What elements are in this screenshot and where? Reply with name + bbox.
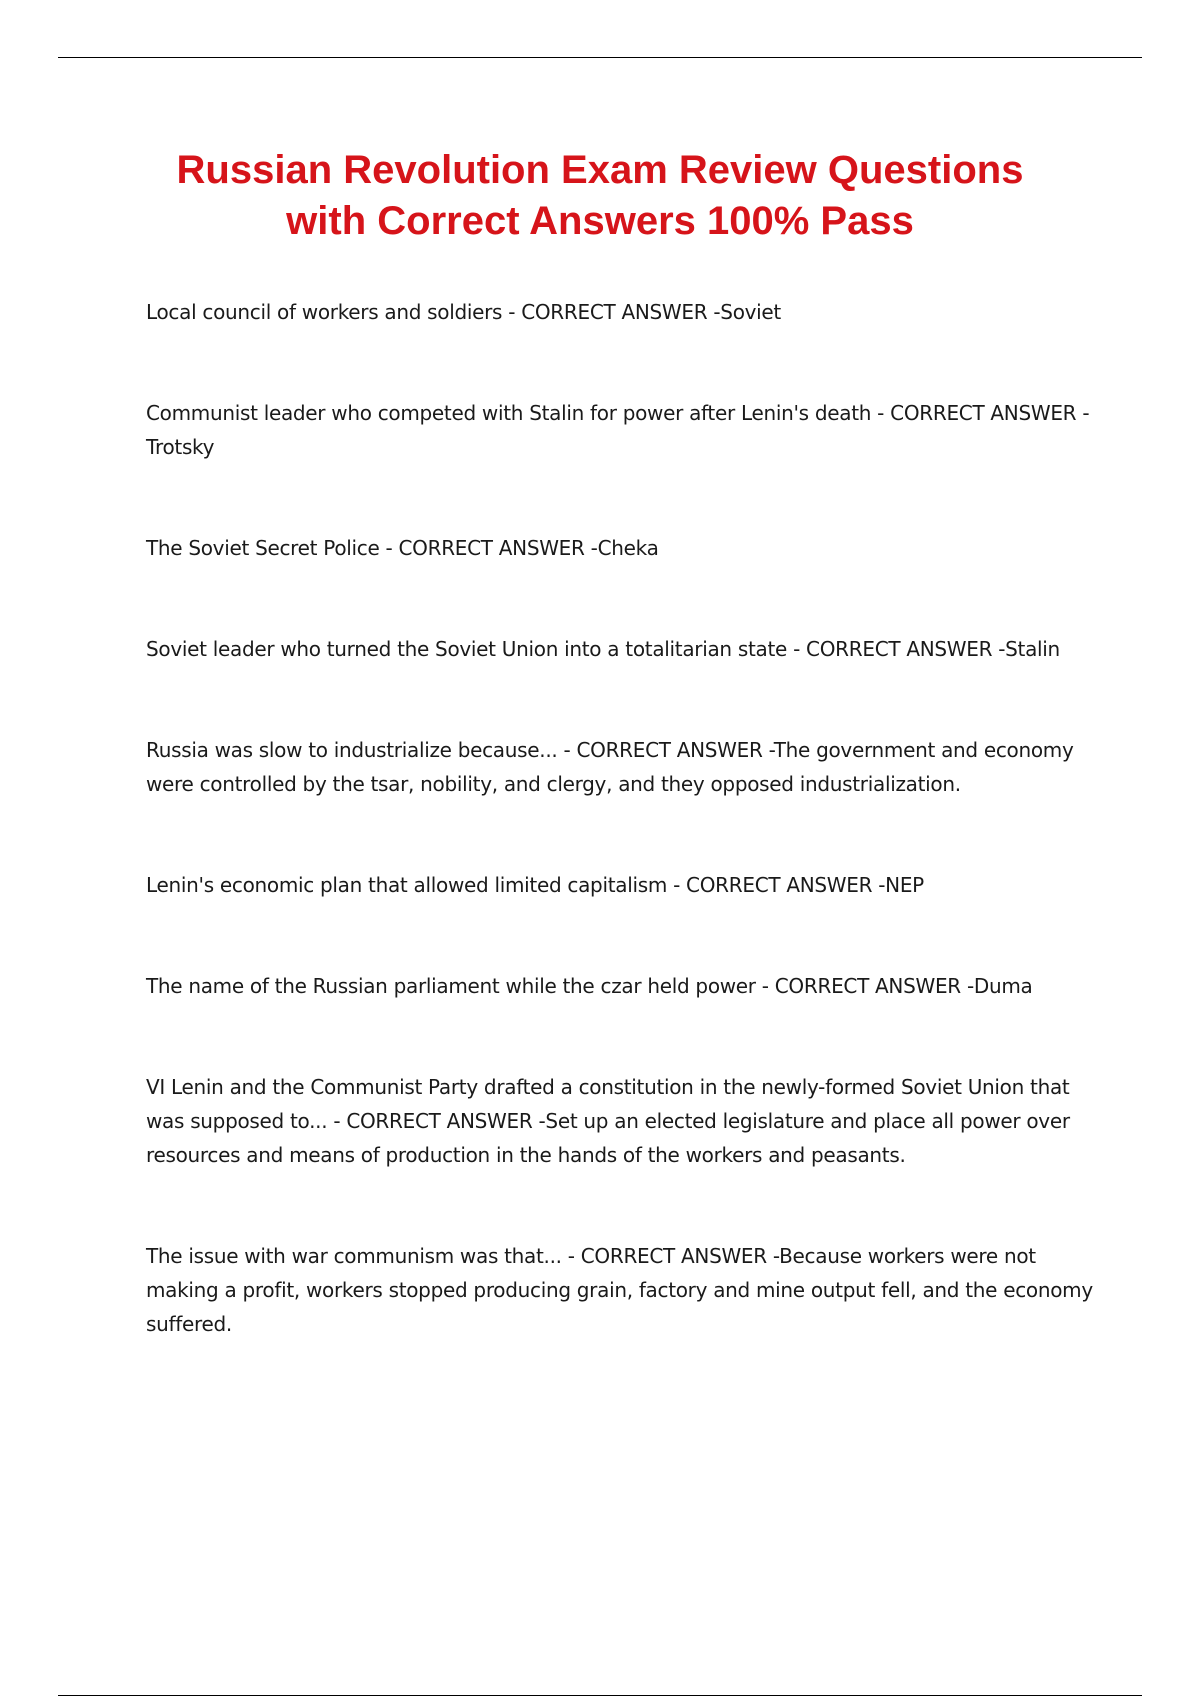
qa-item-trotsky: Communist leader who competed with Stalin for power after Lenin's death - CORRECT ANSWER -Trotsky (146, 401, 1090, 459)
bottom-rule (58, 1695, 1142, 1696)
qa-item-industrialize: Russia was slow to industrialize because... - CORRECT ANSWER -The government and economy were controlled by the tsar, nobility, and clergy, and they opposed industrialization. (146, 738, 1074, 796)
qa-item-stalin: Soviet leader who turned the Soviet Union into a totalitarian state - CORRECT ANSWER -Stalin (146, 637, 1060, 661)
qa-item-soviet: Local council of workers and soldiers - CORRECT ANSWER -Soviet (146, 300, 781, 324)
qa-item-duma: The name of the Russian parliament while the czar held power - CORRECT ANSWER -Duma (146, 974, 1033, 998)
qa-item-nep: Lenin's economic plan that allowed limited capitalism - CORRECT ANSWER -NEP (146, 873, 924, 897)
question-answer-list (146, 295, 1096, 1408)
document-title (100, 145, 1100, 247)
title-line-2: with Correct Answers 100% Pass (286, 199, 914, 243)
qa-item-cheka: The Soviet Secret Police - CORRECT ANSWER -Cheka (146, 536, 659, 560)
top-rule (58, 57, 1142, 58)
qa-item-war-communism: The issue with war communism was that... - CORRECT ANSWER -Because workers were not making a profit, workers stopped producing grain, factory and mine output fell, and the economy suffered. (146, 1244, 1093, 1336)
qa-item-constitution: VI Lenin and the Communist Party drafted a constitution in the newly-formed Soviet Union that was supposed to... - CORRECT ANSWER -Set up an elected legislature and place all power over resources and means of production in the hands of the workers and peasants. (146, 1075, 1070, 1167)
title-line-1: Russian Revolution Exam Review Questions (176, 148, 1024, 192)
